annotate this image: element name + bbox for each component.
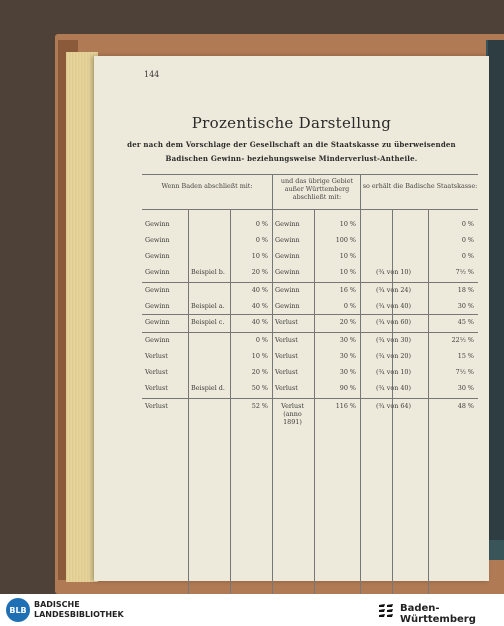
blb-logo-line2: LANDESBIBLIOTHEK bbox=[34, 610, 124, 619]
table-cell-e: 100 % bbox=[335, 236, 356, 244]
table-cell-f: (¾ von 60) bbox=[376, 318, 411, 326]
table-cell-g: 15 % bbox=[457, 352, 474, 360]
page-title: Prozentische Darstellung bbox=[191, 114, 392, 132]
table-header-staatskasse: so erhält die Badische Staatskasse: bbox=[362, 182, 478, 190]
table-cell-e: 30 % bbox=[339, 352, 356, 360]
table-group-rule bbox=[142, 282, 478, 283]
table-cell-f: (¾ von 40) bbox=[376, 384, 411, 392]
table-cell-g: 30 % bbox=[457, 302, 474, 310]
table-cell-f: (¾ von 30) bbox=[376, 336, 411, 344]
table-divider-1 bbox=[272, 174, 273, 594]
baden-wuerttemberg-text[interactable]: Baden-Württemberg bbox=[400, 603, 476, 625]
table-cell-c: 52 % bbox=[251, 402, 268, 410]
table-cell-g: 7½ % bbox=[455, 268, 474, 276]
table-cell-c: 20 % bbox=[251, 368, 268, 376]
table-cell-d: Gewinn bbox=[275, 236, 300, 244]
table-cell-a: Gewinn bbox=[145, 220, 170, 228]
table-cell-g: 22½ % bbox=[451, 336, 474, 344]
table-cell-c: 10 % bbox=[251, 252, 268, 260]
table-cell-d: Verlust bbox=[275, 336, 298, 344]
table-header-baden: Wenn Baden abschließt mit: bbox=[161, 182, 253, 190]
table-cell-f: (¾ von 10) bbox=[376, 368, 411, 376]
table-cell-d: Verlust bbox=[275, 318, 298, 326]
table-cell-a: Gewinn bbox=[145, 268, 170, 276]
table-cell-e: 116 % bbox=[335, 402, 356, 410]
page-subtitle-line2: Badischen Gewinn- beziehungsweise Minderverlust-Antheile. bbox=[165, 154, 418, 163]
table-cell-e: 30 % bbox=[339, 336, 356, 344]
table-cell-c: 40 % bbox=[251, 286, 268, 294]
table-cell-f: (¾ von 10) bbox=[376, 268, 411, 276]
table-cell-a: Gewinn bbox=[145, 236, 170, 244]
table-cell-g: 30 % bbox=[457, 384, 474, 392]
table-cell-d: Gewinn bbox=[275, 268, 300, 276]
table-cell-f: (¾ von 24) bbox=[376, 286, 411, 294]
table-cell-d: Gewinn bbox=[275, 302, 300, 310]
percentage-table bbox=[142, 174, 478, 594]
table-cell-g: 0 % bbox=[461, 236, 474, 244]
page-subtitle-line1: der nach dem Vorschlage der Gesellschaft an die Staatskasse zu überweisenden bbox=[127, 140, 456, 149]
book-page bbox=[94, 56, 489, 581]
table-cell-e: 90 % bbox=[339, 384, 356, 392]
table-cell-e: 10 % bbox=[339, 252, 356, 260]
table-cell-g: 0 % bbox=[461, 252, 474, 260]
table-cell-g: 7½ % bbox=[455, 368, 474, 376]
table-column-rule bbox=[314, 209, 315, 594]
table-cell-b: Beispiel b. bbox=[191, 268, 225, 276]
table-cell-e: 0 % bbox=[343, 302, 356, 310]
table-cell-f: (¾ von 20) bbox=[376, 352, 411, 360]
table-cell-c: 10 % bbox=[251, 352, 268, 360]
table-cell-d: Gewinn bbox=[275, 252, 300, 260]
table-cell-a: Verlust bbox=[145, 368, 168, 376]
table-cell-d: Gewinn bbox=[275, 220, 300, 228]
table-cell-e: 10 % bbox=[339, 220, 356, 228]
table-cell-b: Beispiel a. bbox=[191, 302, 225, 310]
blb-logo-line1: BADISCHE bbox=[34, 600, 80, 609]
table-header-other: und das übrige Gebiet außer Württemberg abschließt mit: bbox=[280, 177, 354, 201]
footer-bar bbox=[0, 594, 504, 626]
table-cell-e: 30 % bbox=[339, 368, 356, 376]
table-cell-a: Verlust bbox=[145, 384, 168, 392]
table-column-rule bbox=[230, 209, 231, 594]
table-cell-g: 0 % bbox=[461, 220, 474, 228]
table-cell-a: Gewinn bbox=[145, 318, 170, 326]
table-cell-a: Gewinn bbox=[145, 252, 170, 260]
table-group-rule bbox=[142, 332, 478, 333]
table-cell-f: (¾ von 64) bbox=[376, 402, 411, 410]
table-cell-c: 0 % bbox=[255, 220, 268, 228]
table-cell-a: Gewinn bbox=[145, 302, 170, 310]
table-column-rule bbox=[188, 209, 189, 594]
blb-logo-icon[interactable]: BLB bbox=[6, 598, 30, 622]
table-cell-g: 45 % bbox=[457, 318, 474, 326]
table-cell-e: 16 % bbox=[339, 286, 356, 294]
table-cell-g: 48 % bbox=[457, 402, 474, 410]
table-divider-2 bbox=[360, 174, 361, 594]
table-cell-b: Beispiel d. bbox=[191, 384, 225, 392]
table-column-rule bbox=[428, 209, 429, 594]
blb-logo-text[interactable] bbox=[34, 600, 124, 620]
table-cell-a: Gewinn bbox=[145, 336, 170, 344]
table-cell-e: 10 % bbox=[339, 268, 356, 276]
table-cell-f: (¾ von 40) bbox=[376, 302, 411, 310]
table-top-rule bbox=[142, 174, 478, 175]
table-cell-d: Verlust bbox=[275, 384, 298, 392]
table-cell-c: 40 % bbox=[251, 302, 268, 310]
table-cell-d: Verlust bbox=[275, 352, 298, 360]
table-cell-d: Gewinn bbox=[275, 286, 300, 294]
table-cell-e: 20 % bbox=[339, 318, 356, 326]
table-cell-c: 40 % bbox=[251, 318, 268, 326]
table-cell-c: 50 % bbox=[251, 384, 268, 392]
book-cover-right-inner bbox=[488, 40, 504, 540]
page-number: 144 bbox=[144, 70, 160, 79]
table-cell-d: Verlust (anno 1891) bbox=[281, 402, 304, 426]
table-cell-c: 0 % bbox=[255, 236, 268, 244]
table-cell-d: Verlust bbox=[275, 368, 298, 376]
table-cell-a: Verlust bbox=[145, 352, 168, 360]
baden-wuerttemberg-lions-icon bbox=[376, 600, 396, 620]
table-cell-a: Verlust bbox=[145, 402, 168, 410]
table-group-rule bbox=[142, 314, 478, 315]
table-cell-g: 18 % bbox=[457, 286, 474, 294]
table-cell-c: 20 % bbox=[251, 268, 268, 276]
table-cell-b: Beispiel c. bbox=[191, 318, 225, 326]
table-group-rule bbox=[142, 398, 478, 399]
table-cell-a: Gewinn bbox=[145, 286, 170, 294]
table-cell-c: 0 % bbox=[255, 336, 268, 344]
